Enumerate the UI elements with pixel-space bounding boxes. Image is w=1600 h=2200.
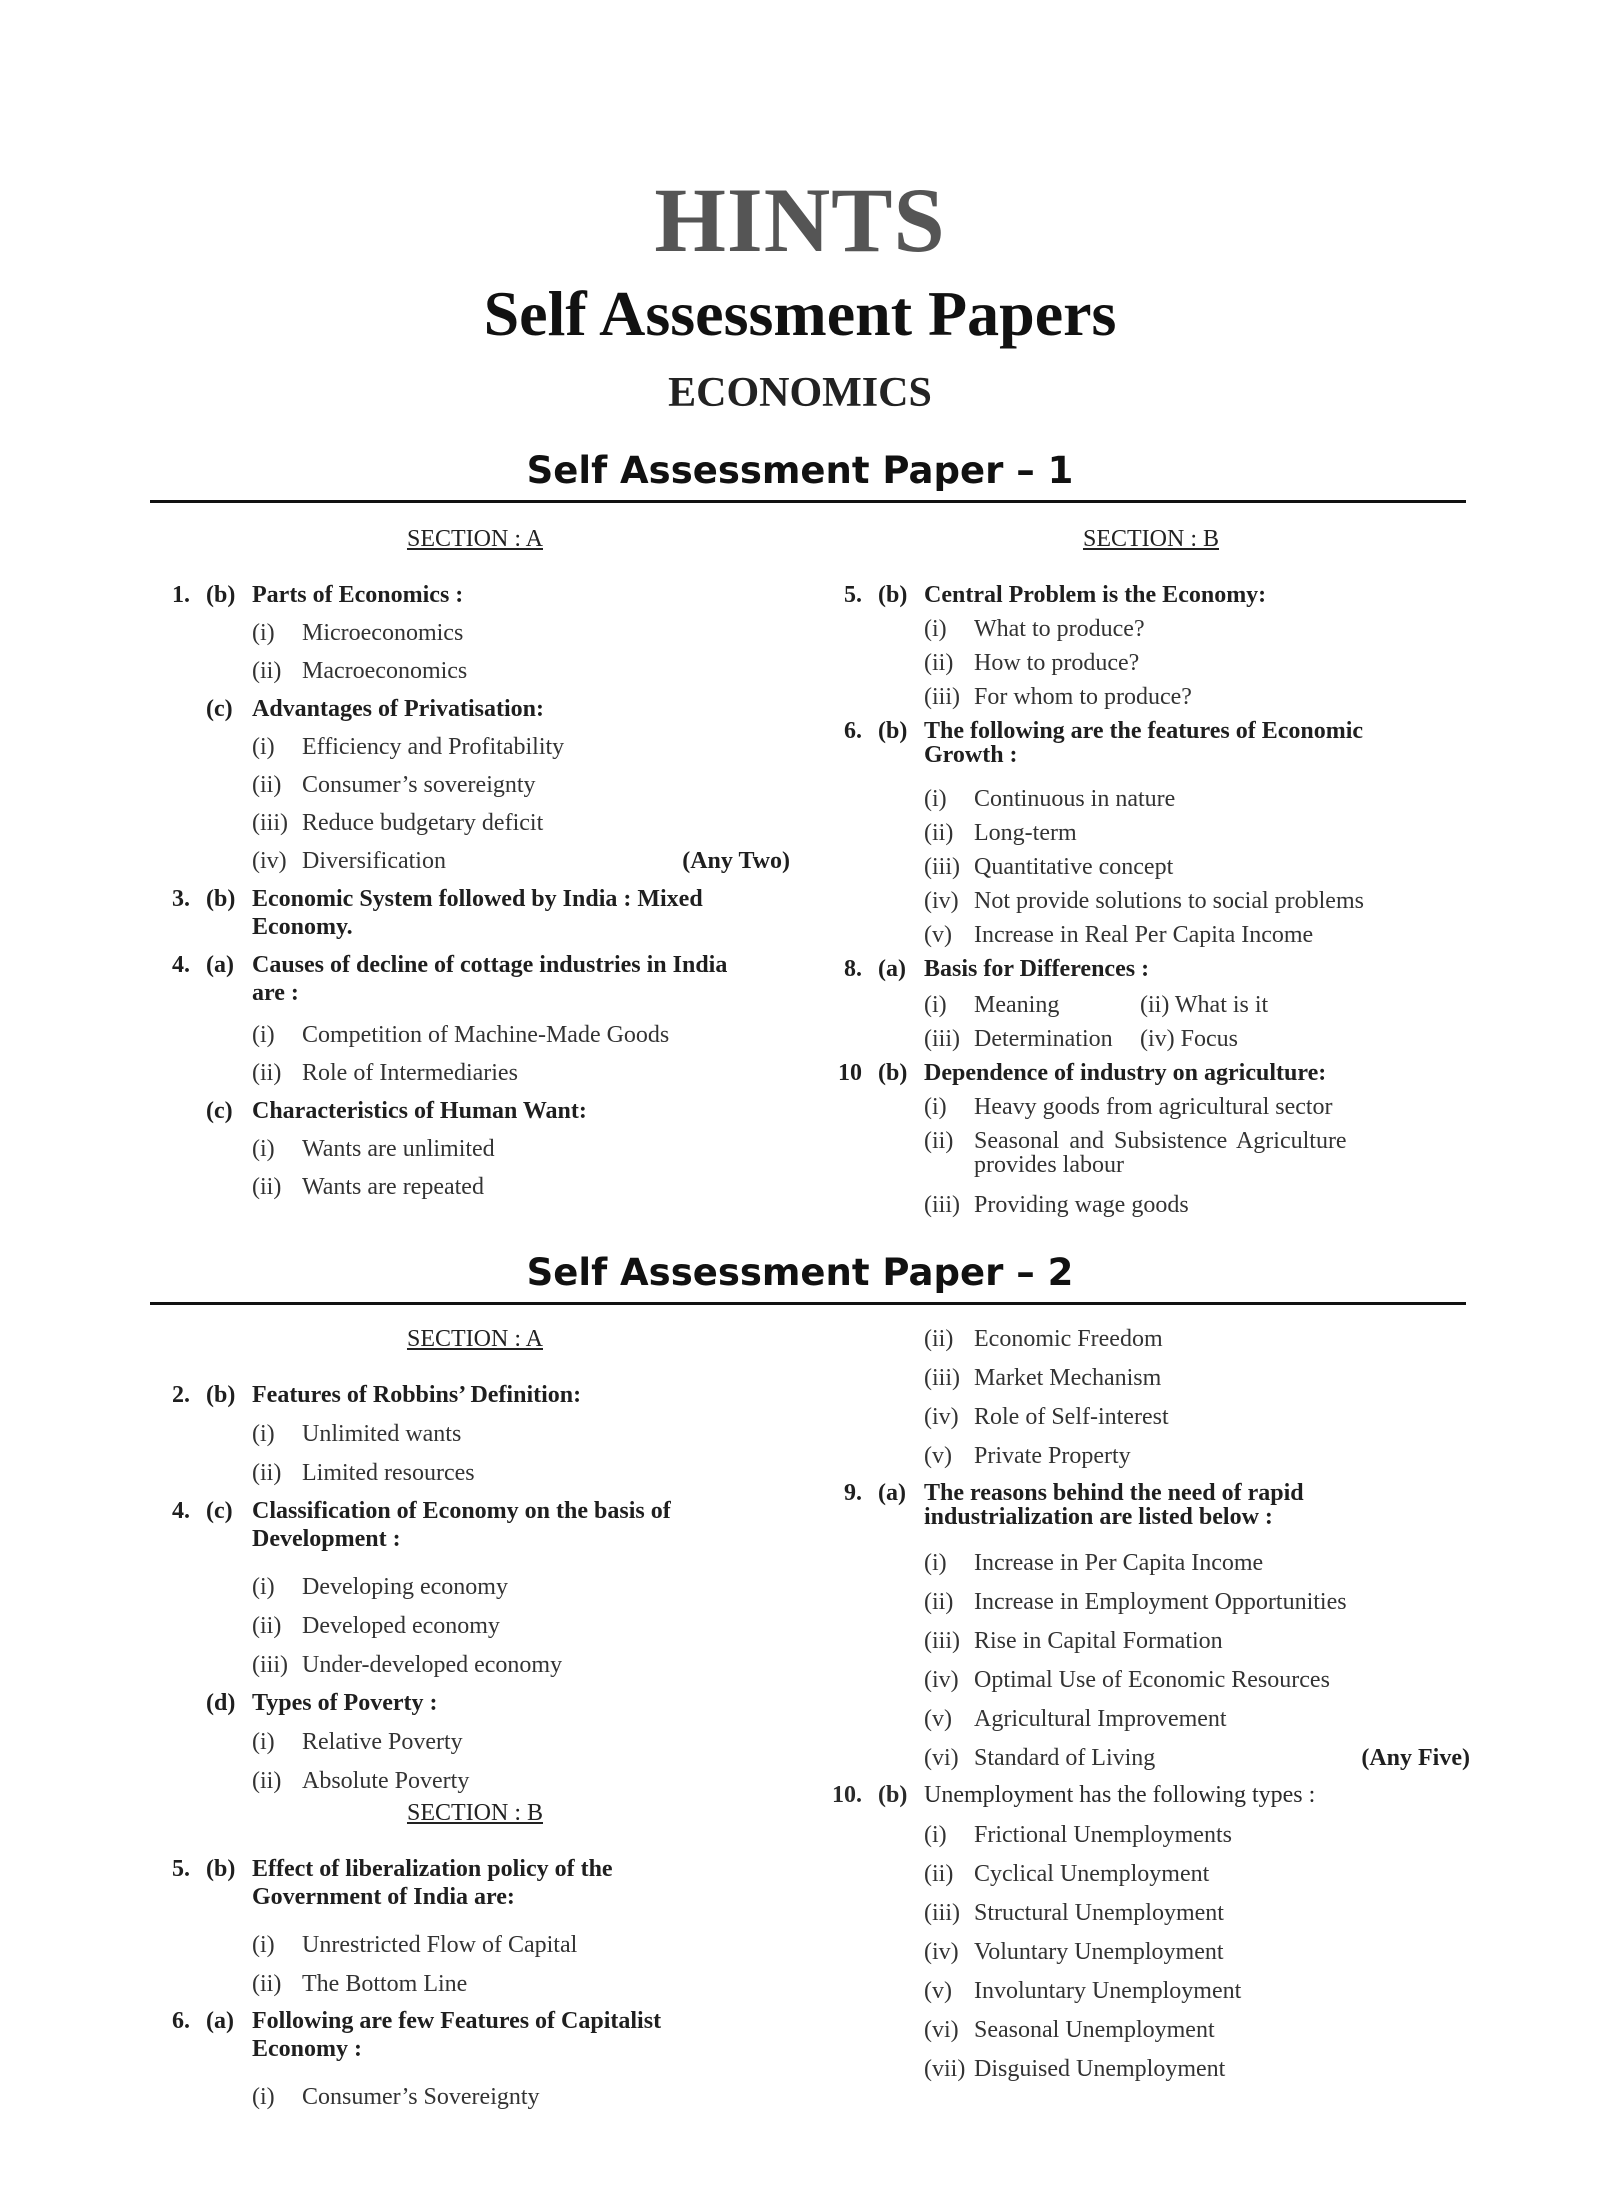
question-number: 3. <box>172 886 190 912</box>
list-item <box>160 1727 790 1757</box>
question-number: 5. <box>172 1856 190 1882</box>
roman-numeral: (iv) <box>924 1939 959 1965</box>
roman-numeral: (iv) <box>924 888 959 914</box>
question-line-1: Economic System followed by India : Mixed <box>252 886 703 912</box>
item-text: Market Mechanism <box>974 1365 1162 1391</box>
question-letter: (b) <box>878 1782 908 1808</box>
list-item <box>160 732 790 762</box>
question-number: 10 <box>838 1060 862 1086</box>
question-letter: (b) <box>878 582 908 608</box>
item-text: Relative Poverty <box>302 1729 463 1755</box>
roman-numeral: (i) <box>252 1421 275 1447</box>
list-item <box>832 1587 1470 1617</box>
item-text: Economic Freedom <box>974 1326 1163 1352</box>
item-text: Developed economy <box>302 1613 500 1639</box>
item-text: Developing economy <box>302 1574 508 1600</box>
item-text: Providing wage goods <box>974 1192 1189 1218</box>
list-item <box>160 2082 790 2112</box>
roman-numeral: (iv) <box>924 1404 959 1430</box>
question-line-2: industrialization are listed below : <box>924 1504 1273 1530</box>
roman-numeral: (v) <box>924 1706 952 1732</box>
list-item <box>832 1626 1470 1656</box>
roman-numeral: (iii) <box>252 810 288 836</box>
question-8a <box>832 954 1470 984</box>
question-title: Advantages of Privatisation: <box>252 696 544 722</box>
item-text: Unrestricted Flow of Capital <box>302 1932 578 1958</box>
list-item <box>832 1743 1470 1773</box>
list-item <box>832 1324 1470 1354</box>
roman-numeral: (i) <box>252 1932 275 1958</box>
question-5b <box>832 580 1470 610</box>
roman-numeral: (iv) <box>924 1667 959 1693</box>
item-text: Limited resources <box>302 1460 475 1486</box>
question-number: 10. <box>832 1782 862 1808</box>
question-letter: (a) <box>878 956 906 982</box>
list-item <box>832 1548 1470 1578</box>
roman-numeral: (i) <box>252 1022 275 1048</box>
roman-numeral: (v) <box>924 922 952 948</box>
item-text: Quantitative concept <box>974 854 1174 880</box>
roman-numeral: (ii) <box>252 1060 282 1086</box>
inline-item <box>1140 1024 1238 1054</box>
question-line-1: Effect of liberalization policy of the <box>252 1856 613 1882</box>
question-title: Central Problem is the Economy: <box>924 582 1267 608</box>
list-item <box>160 1020 790 1050</box>
question-line-2: Development : <box>252 1526 401 1552</box>
question-4a <box>160 950 790 1008</box>
paper-1-section-b-title: SECTION : B <box>1082 526 1219 552</box>
question-4c <box>160 1096 790 1126</box>
item-text: Increase in Per Capita Income <box>974 1550 1264 1576</box>
roman-numeral: (vi) <box>924 2017 959 2043</box>
roman-numeral: (i) <box>924 1550 947 1576</box>
question-letter: (b) <box>878 1060 908 1086</box>
item-text: Unlimited wants <box>302 1421 462 1447</box>
item-text: Agricultural Improvement <box>974 1706 1227 1732</box>
subject-title: ECONOMICS <box>668 370 932 416</box>
item-text: Focus <box>1180 1026 1238 1052</box>
question-number: 6. <box>844 718 862 744</box>
list-item <box>160 1930 790 1960</box>
roman-numeral: (vii) <box>924 2056 966 2082</box>
any-two-note: (Any Two) <box>682 848 790 874</box>
item-text: Standard of Living <box>974 1745 1156 1771</box>
item-text: Reduce budgetary deficit <box>302 810 544 836</box>
item-text: Meaning <box>974 992 1060 1018</box>
item-text: Heavy goods from agricultural sector <box>974 1094 1333 1120</box>
item-text: Voluntary Unemployment <box>974 1939 1224 1965</box>
question-letter: (c) <box>206 1498 233 1524</box>
item-text: Not provide solutions to social problems <box>974 888 1364 914</box>
list-item <box>160 1419 790 1449</box>
paper-2-divider <box>150 1302 1466 1305</box>
list-item <box>160 1458 790 1488</box>
question-number: 8. <box>844 956 862 982</box>
list-item <box>832 1665 1470 1695</box>
question-line-1: The reasons behind the need of rapid <box>924 1480 1304 1506</box>
list-item <box>832 648 1470 678</box>
item-text: Competition of Machine-Made Goods <box>302 1022 670 1048</box>
roman-numeral: (i) <box>924 786 947 812</box>
question-letter: (b) <box>206 1856 236 1882</box>
list-item <box>160 1134 790 1164</box>
roman-numeral: (ii) <box>252 772 282 798</box>
question-title: Dependence of industry on agriculture: <box>924 1060 1327 1086</box>
question-6a <box>160 2006 790 2064</box>
item-text: Absolute Poverty <box>302 1768 470 1794</box>
list-item <box>832 886 1470 916</box>
question-line-2: Economy : <box>252 2036 362 2062</box>
question-title: Features of Robbins’ Definition: <box>252 1382 582 1408</box>
item-text: Involuntary Unemployment <box>974 1978 1242 2004</box>
item-text: Increase in Real Per Capita Income <box>974 922 1314 948</box>
roman-numeral: (iii) <box>252 1652 288 1678</box>
list-item <box>832 1092 1470 1122</box>
question-9a <box>832 1478 1470 1532</box>
question-line-1: Causes of decline of cottage industries in India <box>252 952 728 978</box>
roman-numeral: (i) <box>924 992 947 1018</box>
question-title: Characteristics of Human Want: <box>252 1098 587 1124</box>
item-text: For whom to produce? <box>974 684 1192 710</box>
question-number: 1. <box>172 582 190 608</box>
question-line-2: Economy. <box>252 914 353 940</box>
item-text: Long-term <box>974 820 1077 846</box>
list-item <box>160 1650 790 1680</box>
question-3b <box>160 884 790 942</box>
paper-2-section-b-title: SECTION : B <box>406 1800 543 1826</box>
item-text: Consumer’s sovereignty <box>302 772 536 798</box>
roman-numeral: (iii) <box>924 1900 960 1926</box>
paper-2-heading: Self Assessment Paper – 2 <box>526 1251 1074 1294</box>
roman-numeral: (ii) <box>924 820 954 846</box>
question-4c <box>160 1496 790 1554</box>
question-letter: (c) <box>206 696 233 722</box>
item-text: Determination <box>974 1026 1113 1052</box>
item-text: Wants are unlimited <box>302 1136 495 1162</box>
list-item <box>832 1820 1470 1850</box>
question-letter: (a) <box>206 2008 234 2034</box>
item-text: Optimal Use of Economic Resources <box>974 1667 1330 1693</box>
item-text: Seasonal Unemployment <box>974 2017 1215 2043</box>
list-item <box>832 682 1470 712</box>
list-item <box>832 1024 1470 1054</box>
roman-numeral: (i) <box>252 620 275 646</box>
item-text: Cyclical Unemployment <box>974 1861 1210 1887</box>
item-text: What to produce? <box>974 616 1145 642</box>
roman-numeral: (ii) <box>924 1128 954 1154</box>
question-2b <box>160 1380 790 1410</box>
list-item <box>160 808 790 838</box>
roman-numeral: (ii) <box>252 1768 282 1794</box>
roman-numeral: (v) <box>924 1443 952 1469</box>
list-item <box>160 1766 790 1796</box>
list-item <box>160 1572 790 1602</box>
roman-numeral: (iv) <box>252 848 287 874</box>
item-text: Role of Self-interest <box>974 1404 1169 1430</box>
list-item <box>160 1611 790 1641</box>
paper-1-divider <box>150 500 1466 503</box>
question-1c <box>160 694 790 724</box>
list-item <box>160 1969 790 1999</box>
question-line-2: Government of India are: <box>252 1884 515 1910</box>
item-text: Efficiency and Profitability <box>302 734 565 760</box>
question-letter: (b) <box>878 718 908 744</box>
question-letter: (d) <box>206 1690 236 1716</box>
roman-numeral: (vi) <box>924 1745 959 1771</box>
question-letter: (a) <box>206 952 234 978</box>
list-item <box>160 770 790 800</box>
roman-numeral: (ii) <box>252 658 282 684</box>
question-6b <box>832 716 1470 770</box>
roman-numeral: (i) <box>252 1574 275 1600</box>
list-item <box>160 656 790 686</box>
question-10b <box>832 1780 1470 1810</box>
item-text-continued: provides labour <box>974 1152 1124 1178</box>
list-item <box>832 2015 1470 2045</box>
roman-numeral: (ii) <box>924 1326 954 1352</box>
list-item <box>832 614 1470 644</box>
question-number: 6. <box>172 2008 190 2034</box>
question-letter: (b) <box>206 582 236 608</box>
list-item <box>832 920 1470 950</box>
item-text: What is it <box>1174 992 1269 1018</box>
item-text: Macroeconomics <box>302 658 468 684</box>
question-number: 9. <box>844 1480 862 1506</box>
list-item <box>832 1898 1470 1928</box>
question-number: 2. <box>172 1382 190 1408</box>
list-item <box>832 2054 1470 2084</box>
roman-numeral: (i) <box>924 1822 947 1848</box>
list-item <box>832 852 1470 882</box>
item-text: Rise in Capital Formation <box>974 1628 1223 1654</box>
inline-item <box>1140 990 1268 1020</box>
item-text: The Bottom Line <box>302 1971 468 1997</box>
item-text: Structural Unemployment <box>974 1900 1224 1926</box>
paper-2-section-a-title: SECTION : A <box>406 1326 543 1352</box>
roman-numeral: (i) <box>252 1136 275 1162</box>
roman-numeral: (i) <box>924 1094 947 1120</box>
item-text: Microeconomics <box>302 620 464 646</box>
list-item <box>832 818 1470 848</box>
question-line-1: Classification of Economy on the basis of <box>252 1498 671 1524</box>
paper-1-section-a-title: SECTION : A <box>406 526 543 552</box>
question-4d <box>160 1688 790 1718</box>
roman-numeral: (i) <box>252 1729 275 1755</box>
question-5b <box>160 1854 790 1912</box>
list-item <box>832 990 1470 1020</box>
item-text: Seasonal and Subsistence Agriculture <box>974 1128 1347 1154</box>
question-line-2: are : <box>252 980 299 1006</box>
roman-numeral: (iv) <box>1140 1026 1175 1052</box>
question-10b <box>832 1058 1470 1088</box>
item-text: Private Property <box>974 1443 1131 1469</box>
roman-numeral: (v) <box>924 1978 952 2004</box>
document-title: Self Assessment Papers <box>483 278 1117 349</box>
list-item <box>832 1126 1470 1180</box>
roman-numeral: (ii) <box>252 1971 282 1997</box>
roman-numeral: (iii) <box>924 1192 960 1218</box>
list-item <box>832 1704 1470 1734</box>
roman-numeral: (iii) <box>924 1628 960 1654</box>
roman-numeral: (iii) <box>924 854 960 880</box>
question-letter: (a) <box>878 1480 906 1506</box>
question-line-1: The following are the features of Economic <box>924 718 1364 744</box>
item-text: Diversification <box>302 848 446 874</box>
question-title: Parts of Economics : <box>252 582 464 608</box>
roman-numeral: (ii) <box>252 1174 282 1200</box>
question-line-2: Growth : <box>924 742 1018 768</box>
roman-numeral: (ii) <box>924 1589 954 1615</box>
item-text: Increase in Employment Opportunities <box>974 1589 1347 1615</box>
list-item <box>832 1937 1470 1967</box>
list-item <box>832 1441 1470 1471</box>
roman-numeral: (iii) <box>924 1365 960 1391</box>
question-number: 5. <box>844 582 862 608</box>
item-text: Wants are repeated <box>302 1174 484 1200</box>
any-five-note: (Any Five) <box>1361 1745 1470 1771</box>
list-item <box>160 846 790 876</box>
item-text: Under-developed economy <box>302 1652 563 1678</box>
roman-numeral: (iii) <box>924 1026 960 1052</box>
roman-numeral: (i) <box>252 734 275 760</box>
hints-title: HINTS <box>654 169 946 271</box>
roman-numeral: (ii) <box>1140 992 1170 1018</box>
question-title: Types of Poverty : <box>252 1690 438 1716</box>
question-title: Basis for Differences : <box>924 956 1150 982</box>
roman-numeral: (ii) <box>252 1613 282 1639</box>
question-title: Unemployment has the following types : <box>924 1782 1316 1808</box>
item-text: Frictional Unemployments <box>974 1822 1232 1848</box>
item-text: Role of Intermediaries <box>302 1060 518 1086</box>
list-item <box>832 1363 1470 1393</box>
list-item <box>832 1190 1470 1220</box>
list-item <box>832 784 1470 814</box>
roman-numeral: (ii) <box>252 1460 282 1486</box>
question-number: 4. <box>172 1498 190 1524</box>
question-line-1: Following are few Features of Capitalist <box>252 2008 662 2034</box>
item-text: Consumer’s Sovereignty <box>302 2084 540 2110</box>
roman-numeral: (i) <box>252 2084 275 2110</box>
paper-1-heading: Self Assessment Paper – 1 <box>526 449 1074 492</box>
item-text: How to produce? <box>974 650 1140 676</box>
list-item <box>832 1402 1470 1432</box>
item-text: Continuous in nature <box>974 786 1176 812</box>
roman-numeral: (i) <box>924 616 947 642</box>
question-letter: (b) <box>206 1382 236 1408</box>
question-letter: (b) <box>206 886 236 912</box>
roman-numeral: (ii) <box>924 650 954 676</box>
question-1b <box>160 580 790 610</box>
roman-numeral: (ii) <box>924 1861 954 1887</box>
question-number: 4. <box>172 952 190 978</box>
roman-numeral: (iii) <box>924 684 960 710</box>
list-item <box>832 1976 1470 2006</box>
list-item <box>160 618 790 648</box>
list-item <box>160 1058 790 1088</box>
list-item <box>832 1859 1470 1889</box>
list-item <box>160 1172 790 1202</box>
question-letter: (c) <box>206 1098 233 1124</box>
item-text: Disguised Unemployment <box>974 2056 1226 2082</box>
